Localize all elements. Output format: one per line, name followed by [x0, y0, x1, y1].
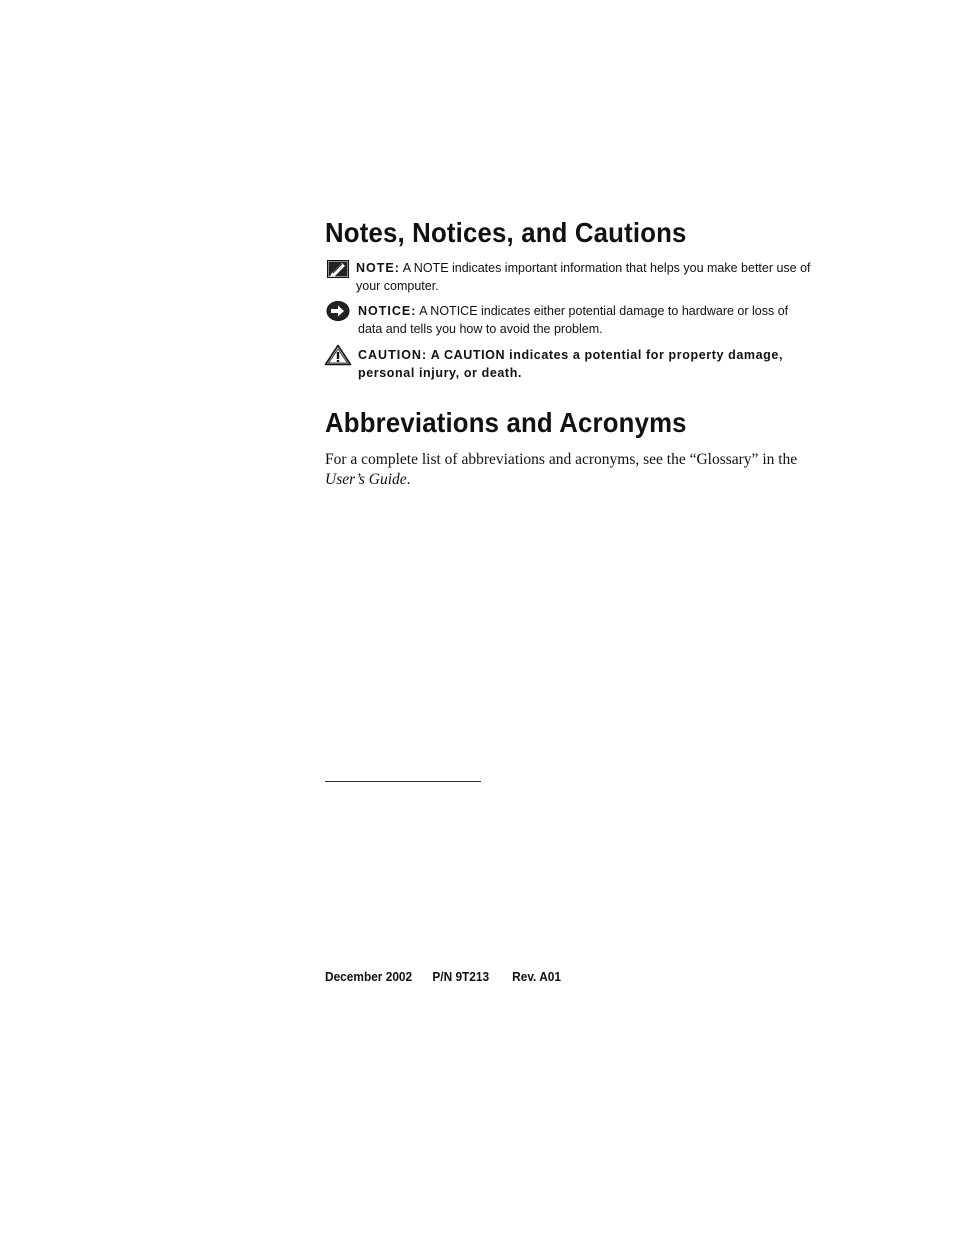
abbrev-section-title: Abbreviations and Acronyms: [325, 407, 687, 438]
abbrev-text-end: .: [406, 471, 411, 488]
abbrev-section-header: [325, 406, 815, 440]
note-text: A NOTE indicates important information that helps you make better use of your computer.: [356, 261, 811, 293]
caution-text-block: [358, 347, 815, 382]
warning-triangle-icon: [325, 347, 353, 369]
notice-text-block: [358, 303, 815, 338]
notice-callout: [325, 303, 815, 338]
note-callout: [325, 260, 815, 295]
users-guide-title: User’s Guide: [325, 471, 407, 488]
abbrev-paragraph: [325, 450, 815, 490]
footer-part-number: P/N 9T213: [432, 970, 490, 984]
notice-text: A NOTICE indicates either potential damage to hardware or loss of data and tells you how to avoid the problem.: [358, 304, 789, 336]
note-text-block: [356, 260, 815, 295]
footer-revision: Rev. A01: [512, 970, 562, 984]
footnote-rule: [325, 781, 481, 782]
notice-keyword: NOTICE:: [358, 304, 417, 318]
print-footer: [325, 970, 561, 984]
notes-section-header: [325, 216, 815, 250]
footer-date: December 2002: [325, 970, 413, 984]
caution-callout: [325, 347, 815, 382]
caution-text: A CAUTION indicates a potential for property damage, personal injury, or death.: [358, 348, 784, 380]
note-keyword: NOTE:: [356, 261, 400, 275]
pencil-note-icon: [325, 260, 353, 282]
notes-section-title: Notes, Notices, and Cautions: [325, 217, 687, 248]
caution-keyword: CAUTION:: [358, 348, 428, 362]
abbrev-text: For a complete list of abbreviations and acronyms, see the “Glossary” in the: [325, 451, 798, 468]
arrow-notice-icon: [325, 303, 353, 325]
